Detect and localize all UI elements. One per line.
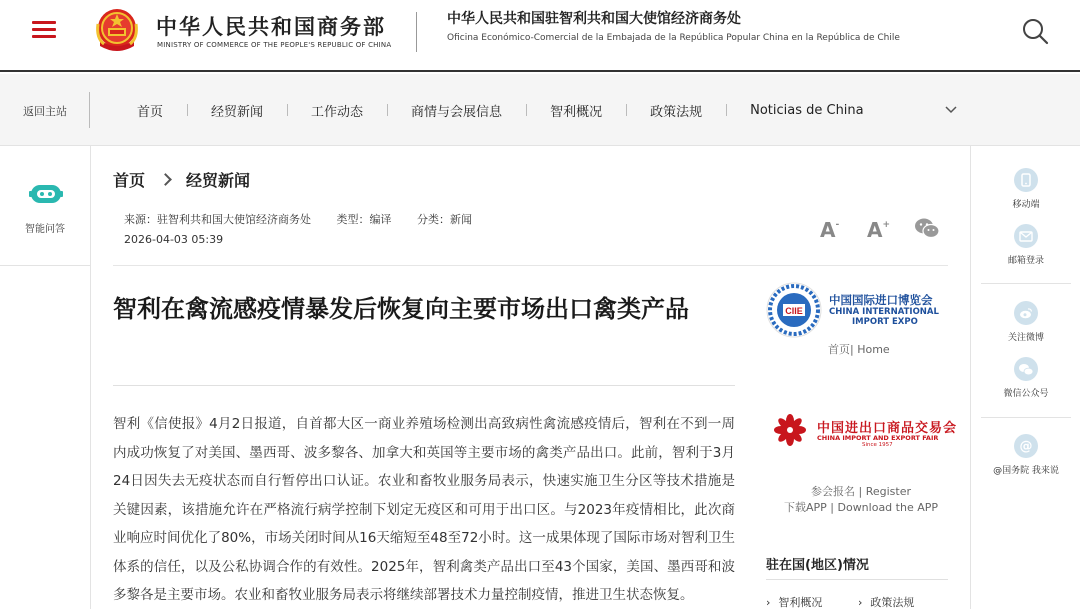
search-icon[interactable] xyxy=(1021,17,1049,45)
article-category: 分类：新闻 xyxy=(417,213,472,226)
nav-divider xyxy=(89,92,90,128)
nav-item-home[interactable]: 首页 xyxy=(137,104,164,120)
office-subtitle: Oficina Económico-Comercial de la Embajada de la República Popular China en la República de Chile xyxy=(447,33,900,43)
nav-item-trade-news[interactable]: 经贸新闻 xyxy=(187,101,287,120)
font-increase-button[interactable]: A+ xyxy=(867,218,891,242)
article-meta xyxy=(124,211,494,227)
national-emblem-icon xyxy=(94,6,140,54)
canton-fair-english: CHINA IMPORT AND EXPORT FAIR xyxy=(817,434,939,442)
header-divider xyxy=(416,12,417,52)
font-decrease-button[interactable]: A- xyxy=(820,218,840,242)
nav-item-business-expo[interactable]: 商情与会展信息 xyxy=(387,101,526,120)
ai-assistant-label: 智能问答 xyxy=(25,224,65,235)
ministry-subtitle: MINISTRY OF COMMERCE OF THE PEOPLE'S REPUBLIC OF CHINA xyxy=(157,41,392,49)
back-to-main-site-link[interactable]: 返回主站 xyxy=(23,105,67,118)
breadcrumb-trade-news[interactable]: 经贸新闻 xyxy=(186,171,251,190)
right-rail xyxy=(970,146,1080,609)
wechat-label: 微信公众号 xyxy=(1003,389,1049,399)
article-source: 来源：驻智利共和国大使馆经济商务处 xyxy=(124,213,311,226)
right-rail-divider xyxy=(981,283,1071,284)
article-body: 智利《信使报》4月2日报道，自首都大区一商业养殖场检测出高致病性禽流感疫情后，智利在不到一周内成功恢复了对美国、墨西哥、波多黎各、加拿大和英国等主要市场的禽类产品出口。此前，智利于3月24日因失去无疫状态而自行暂停出口认证。农业和畜牧业服务局表示，快速实施卫生分区等技术措施是关键因素，该措施允许在严格流行病学控制下划定无疫区和可用于出口区。与2023年疫情相比，此次商业响应时间优化了80%，市场关闭时间从16天缩短至48至72小时。这一成果体现了国际市场对智利卫生体系的信任，以及公私协调合作的有效性。2025年，智利禽类产品出口至43个国家，美国、墨西哥和波多黎各是主要市场。农业和畜牧业服务局表示将继续部署技术力量控制疫情，推进卫生状态恢复。 xyxy=(113,416,735,603)
at-icon: @ xyxy=(1014,434,1038,458)
wechat-icon xyxy=(1014,357,1038,381)
breadcrumb-home[interactable]: 首页 xyxy=(113,171,146,190)
canton-fair-register-link[interactable]: 参会报名 | Register xyxy=(811,485,911,498)
mobile-icon xyxy=(1014,168,1038,192)
weibo-link[interactable] xyxy=(971,301,1080,343)
mail-login-link[interactable] xyxy=(971,224,1080,266)
article-title: 智利在禽流感疫情暴发后恢复向主要市场出口禽类产品 xyxy=(113,295,689,323)
nav-item-policies[interactable]: 政策法规 xyxy=(626,101,726,120)
ai-assistant-button[interactable] xyxy=(0,146,90,266)
country-info-divider xyxy=(766,579,948,580)
wechat-share-icon[interactable] xyxy=(914,217,940,239)
canton-fair-download-link[interactable]: 下载APP | Download the APP xyxy=(784,501,939,514)
article-date: 2026-04-03 05:39 xyxy=(124,233,224,246)
nav-item-noticias[interactable]: Noticias de China xyxy=(726,103,888,118)
canton-fair-year: Since 1957 xyxy=(862,442,893,448)
ciie-english-line2: IMPORT EXPO xyxy=(852,317,918,327)
weibo-icon xyxy=(1014,301,1038,325)
nav-item-chile-overview[interactable]: 智利概况 xyxy=(526,101,626,120)
state-council-link[interactable] xyxy=(971,434,1080,476)
robot-chat-icon xyxy=(29,183,63,205)
font-increase-label: A xyxy=(867,218,883,242)
site-header xyxy=(0,0,1080,72)
hamburger-menu-icon[interactable] xyxy=(32,19,56,39)
meta-divider xyxy=(113,265,948,266)
mail-login-label: 邮箱登录 xyxy=(1007,256,1044,266)
ciie-title: 中国国际进口博览会 xyxy=(829,293,933,307)
wechat-link[interactable] xyxy=(971,357,1080,399)
right-rail-divider xyxy=(981,417,1071,418)
nav-item-work-updates[interactable]: 工作动态 xyxy=(287,101,387,120)
weibo-label: 关注微博 xyxy=(1007,333,1044,343)
left-rail xyxy=(0,146,91,609)
state-council-label: @国务院 我来说 xyxy=(993,466,1059,476)
nav-items xyxy=(113,74,888,146)
font-decrease-label: A xyxy=(820,218,836,242)
country-overview-link[interactable]: › 智利概况 xyxy=(766,594,822,609)
ministry-title: 中华人民共和国商务部 xyxy=(156,15,386,39)
main-nav xyxy=(0,74,1080,146)
ciie-english-line1: CHINA INTERNATIONAL xyxy=(829,307,939,317)
canton-fair-logo-icon[interactable] xyxy=(774,414,806,446)
mobile-link[interactable] xyxy=(971,168,1080,210)
svg-text:CIIE: CIIE xyxy=(785,306,803,316)
title-divider xyxy=(113,385,735,386)
mobile-label: 移动端 xyxy=(1012,200,1040,210)
article-type: 类型：编译 xyxy=(336,213,392,226)
country-info-title: 驻在国(地区)情况 xyxy=(766,558,869,573)
country-policies-link[interactable]: › 政策法规 xyxy=(858,594,914,609)
mail-icon xyxy=(1014,224,1038,248)
chevron-right-icon xyxy=(159,173,172,186)
chevron-down-icon[interactable] xyxy=(944,103,958,117)
office-title: 中华人民共和国驻智利共和国大使馆经济商务处 xyxy=(447,11,741,27)
ciie-home-link[interactable]: 首页| Home xyxy=(828,343,890,356)
breadcrumb xyxy=(113,168,250,191)
canton-fair-title: 中国进出口商品交易会 xyxy=(817,421,958,436)
